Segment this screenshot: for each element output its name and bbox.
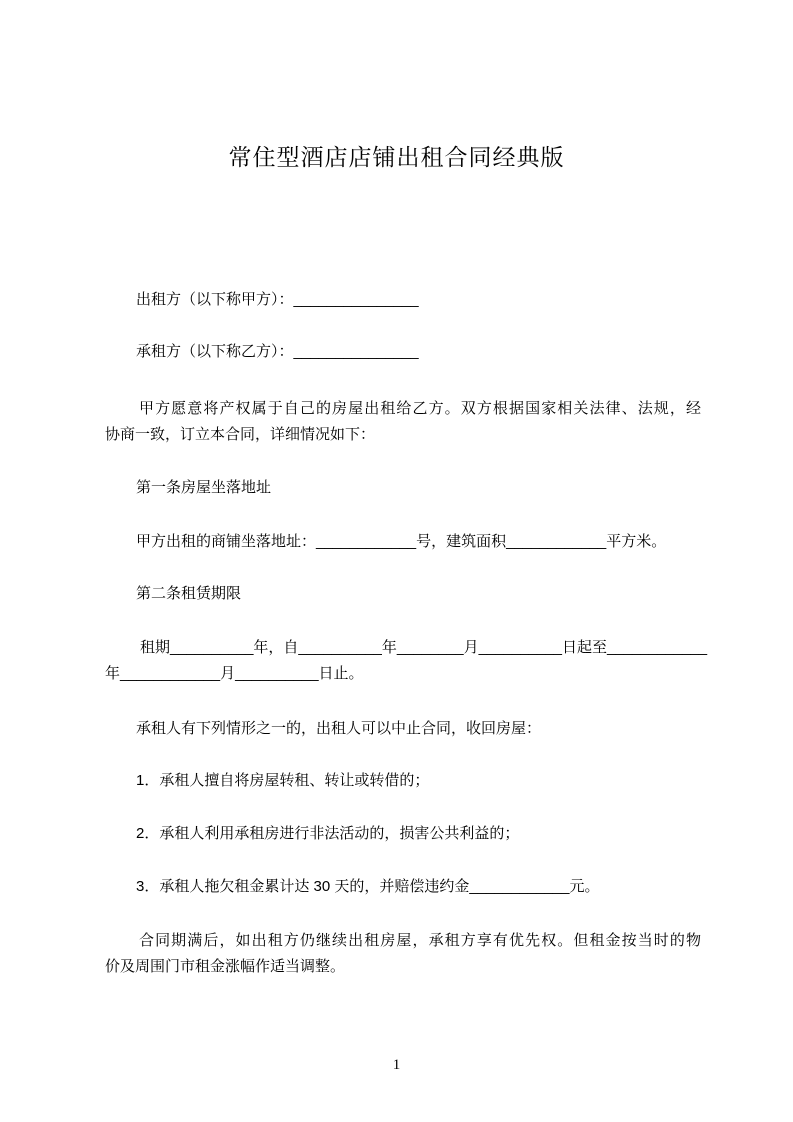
lease-term-line-2: 年____________月__________日止。 <box>105 665 364 682</box>
renewal-line-1: 合同期满后，如出租方仍继续出租房屋，承租方享有优先权。但租金按当时的物 <box>139 932 701 949</box>
termination-intro: 承租人有下列情形之一的，出租人可以中止合同，收回房屋： <box>136 720 542 737</box>
termination-item-2: 2．承租人利用承租房进行非法活动的，损害公共利益的； <box>136 825 520 842</box>
renewal-line-2: 价及周围门市租金涨幅作适当调整。 <box>105 958 346 975</box>
lessee-line: 承租方（以下称乙方）：_______________ <box>136 343 419 360</box>
article1-address-line: 甲方出租的商铺坐落地址：____________号，建筑面积____________平方米。 <box>136 533 667 550</box>
termination-item-1: 1．承租人擅自将房屋转租、转让或转借的； <box>136 772 430 789</box>
article1-heading: 第一条房屋坐落地址 <box>136 479 272 496</box>
lessor-line: 出租方（以下称甲方）：_______________ <box>136 291 419 308</box>
preamble-line-2: 协商一致，订立本合同，详细情况如下： <box>105 426 376 443</box>
article2-heading: 第二条租赁期限 <box>136 585 242 602</box>
preamble-line-1: 甲方愿意将产权属于自己的房屋出租给乙方。双方根据国家相关法律、法规，经 <box>139 400 701 417</box>
lease-term-line-1: 租期__________年，自__________年________月__________日起至____________ <box>140 639 708 656</box>
document-title: 常住型酒店店铺出租合同经典版 <box>228 144 565 170</box>
page-number: 1 <box>392 1057 401 1073</box>
termination-item-3: 3．承租人拖欠租金累计达 30 天的，并赔偿违约金____________元。 <box>136 878 600 895</box>
